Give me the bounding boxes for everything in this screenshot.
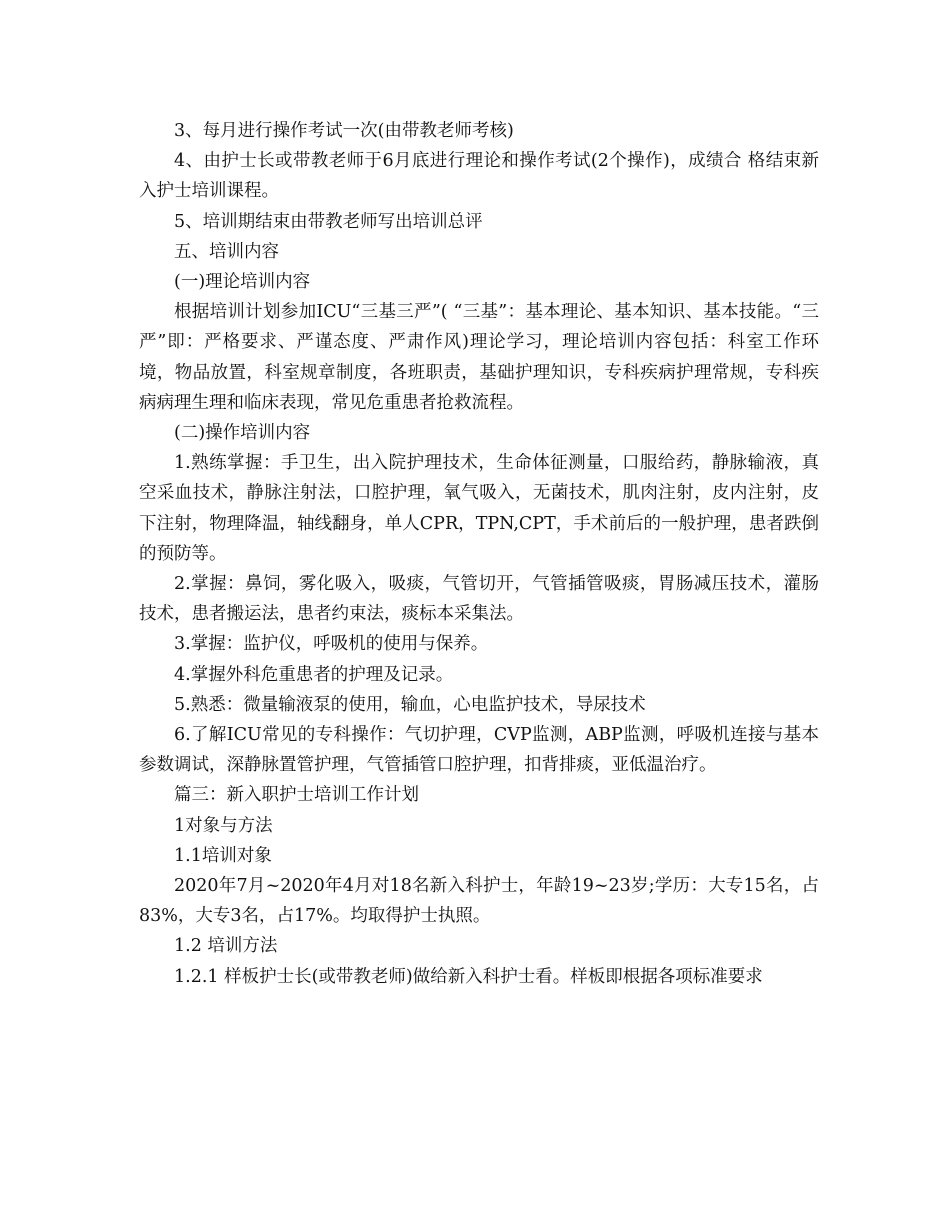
list-item-operation-6: 6.了解ICU常见的专科操作：气切护理，CVP监测，ABP监测，呼吸机连接与基本参数调试，深静脉置管护理，气管插管口腔护理，扣背排痰，亚低温治疗。: [139, 725, 819, 776]
paragraph-exam-monthly: 3、每月进行操作考试一次(由带教老师考核): [174, 121, 514, 141]
subheading-theory: (一)理论培训内容: [174, 272, 311, 293]
paragraph-final-exam: 4、由护士长或带教老师于6月底进行理论和操作考试(2个操作)，成绩合 格结束新入护士培训课程。: [139, 151, 819, 202]
list-item-operation-4: 4.掌握外科危重患者的护理及记录。: [174, 664, 454, 685]
paragraph-method-1: 1.2.1 样板护士长(或带教老师)做给新入科护士看。样板即根据各项标准要求: [174, 966, 763, 987]
list-item-operation-1: 1.熟练掌握：手卫生，出入院护理技术，生命体征测量，口服给药，静脉输液，真空采血技术，静脉注射法，口腔护理，氧气吸入，无菌技术，肌肉注射，皮内注射，皮下注射，物理降温，轴线翻身，单人CPR，TPN,CPT，手术前后的一般护理，患者跌倒的预防等。: [139, 453, 819, 564]
list-item-operation-2: 2.掌握：鼻饲，雾化吸入，吸痰，气管切开，气管插管吸痰，胃肠减压技术，灌肠技术，患者搬运法，患者约束法，痰标本采集法。: [139, 574, 819, 625]
section-heading-training-content: 五、培训内容: [174, 241, 279, 262]
chapter-heading-part-three: 篇三：新入职护士培训工作计划: [174, 785, 419, 806]
list-item-operation-3: 3.掌握：监护仪，呼吸机的使用与保养。: [174, 634, 489, 655]
list-item-operation-5: 5.熟悉：微量输液泵的使用，输血，心电监护技术，导尿技术: [174, 694, 646, 715]
heading-training-subjects: 1.1培训对象: [174, 845, 272, 866]
paragraph-subjects-detail: 2020年7月~2020年4月对18名新入科护士，年龄19~23岁;学历：大专15名，占83%，大专3名，占17%。均取得护士执照。: [139, 876, 819, 927]
document-body: [139, 116, 819, 992]
subheading-operation: (二)操作培训内容: [174, 423, 311, 444]
heading-training-methods: 1.2 培训方法: [174, 936, 278, 957]
heading-subjects-methods: 1对象与方法: [174, 815, 273, 836]
paragraph-theory-content: 根据培训计划参加ICU“三基三严”( “三基”：基本理论、基本知识、基本技能。“三严”即：严格要求、严谨态度、严肃作风)理论学习，理论培训内容包括：科室工作环境，物品放置，科室规章制度，各班职责，基础护理知识，专科疾病护理常规，专科疾病病理生理和临床表现，常见危重患者抢救流程。: [139, 302, 819, 413]
paragraph-summary: 5、培训期结束由带教老师写出培训总评: [174, 211, 483, 232]
